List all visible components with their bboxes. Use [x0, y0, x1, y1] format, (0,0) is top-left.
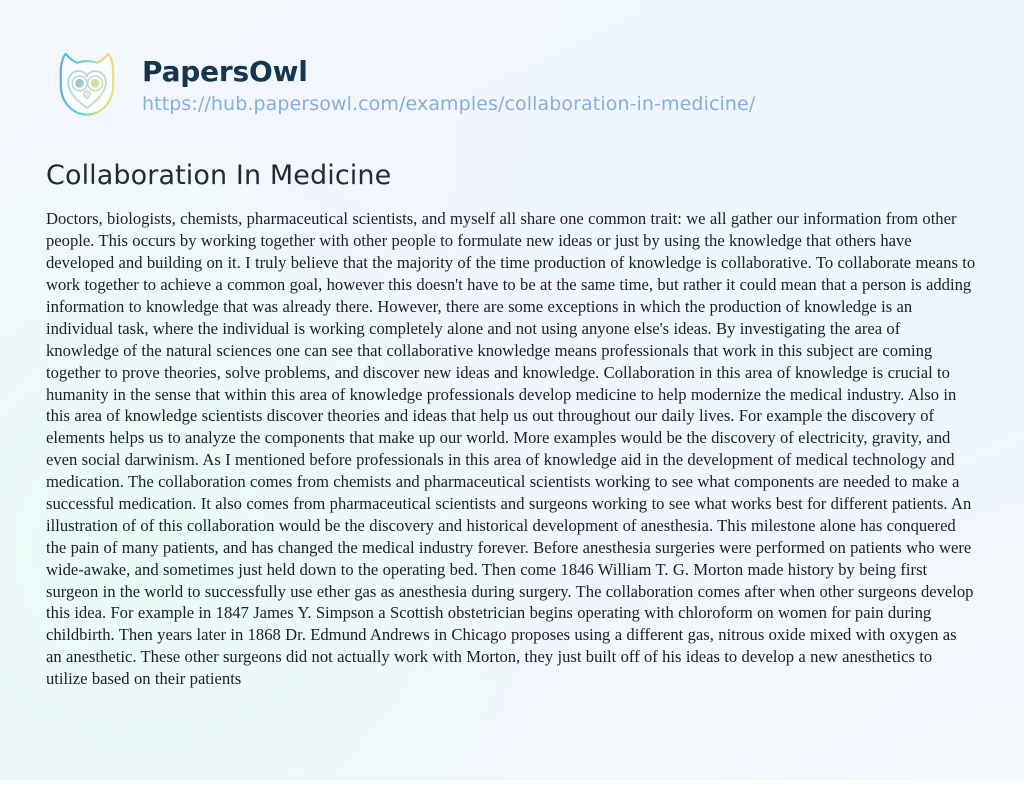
brand-block	[142, 56, 755, 117]
brand-name: PapersOwl	[142, 54, 308, 88]
source-url[interactable]: https://hub.papersowl.com/examples/collaboration-in-medicine/	[142, 92, 756, 115]
article	[22, 160, 1002, 690]
page-title: Collaboration In Medicine	[46, 160, 392, 191]
owl-logo-icon	[46, 44, 128, 126]
article-body	[46, 208, 976, 690]
site-header	[22, 0, 1002, 126]
article-paragraph: Doctors, biologists, chemists, pharmaceutical scientists, and myself all share one common trait: we all gather our information from other people. This occurs by working together with other people to formulate new ideas or just by using the knowledge that others have developed and building on it. I truly believe that the majority of the time production of knowledge is collaborative. To collaborate means to work together to achieve a common goal, however this doesn't have to be at the same time, but rather it could mean that a person is adding information to knowledge that was already there. However, there are some exceptions in which the production of knowledge is an individual task, where the individual is working completely alone and not using anyone else's ideas. By investigating the area of knowledge of the natural sciences one can see that collaborative knowledge means professionals that work in this subject are coming together to prove theories, solve problems, and discover new ideas and knowledge. Collaboration in this area of knowledge is crucial to humanity in the sense that within this area of knowledge professionals develop medicine to help modernize the medical industry. Also in this area of knowledge scientists discover theories and ideas that help us out throughout our daily lives. For example the discovery of elements helps us to analyze the components that make up our world. More examples would be the discovery of electricity, gravity, and even social darwinism. As I mentioned before professionals in this area of knowledge aid in the development of medical technology and medication. The collaboration comes from chemists and pharmaceutical scientists working to see what components are needed to make a successful medication. It also comes from pharmaceutical scientists and surgeons working to see what works best for different patients. An illustration of of this collaboration would be the discovery and historical development of anesthesia. This milestone alone has conquered the pain of many patients, and has changed the medical industry forever. Before anesthesia surgeries were performed on patients who were wide-awake, and sometimes just held down to the operating bed. Then come 1846 William T. G. Morton made history by being first surgeon in the world to successfully use ether gas as anesthesia during surgery. The collaboration comes after when other surgeons develop this idea. For example in 1847 James Y. Simpson a Scottish obstetrician begins operating with chloroform on women for pain during childbirth. Then years later in 1868 Dr. Edmund Andrews in Chicago proposes using a different gas, nitrous oxide mixed with oxygen as an anesthetic. These other surgeons did not actually work with Morton, they just built off of his ideas to develop a new anesthetics to utilize based on their patients	[46, 209, 976, 689]
